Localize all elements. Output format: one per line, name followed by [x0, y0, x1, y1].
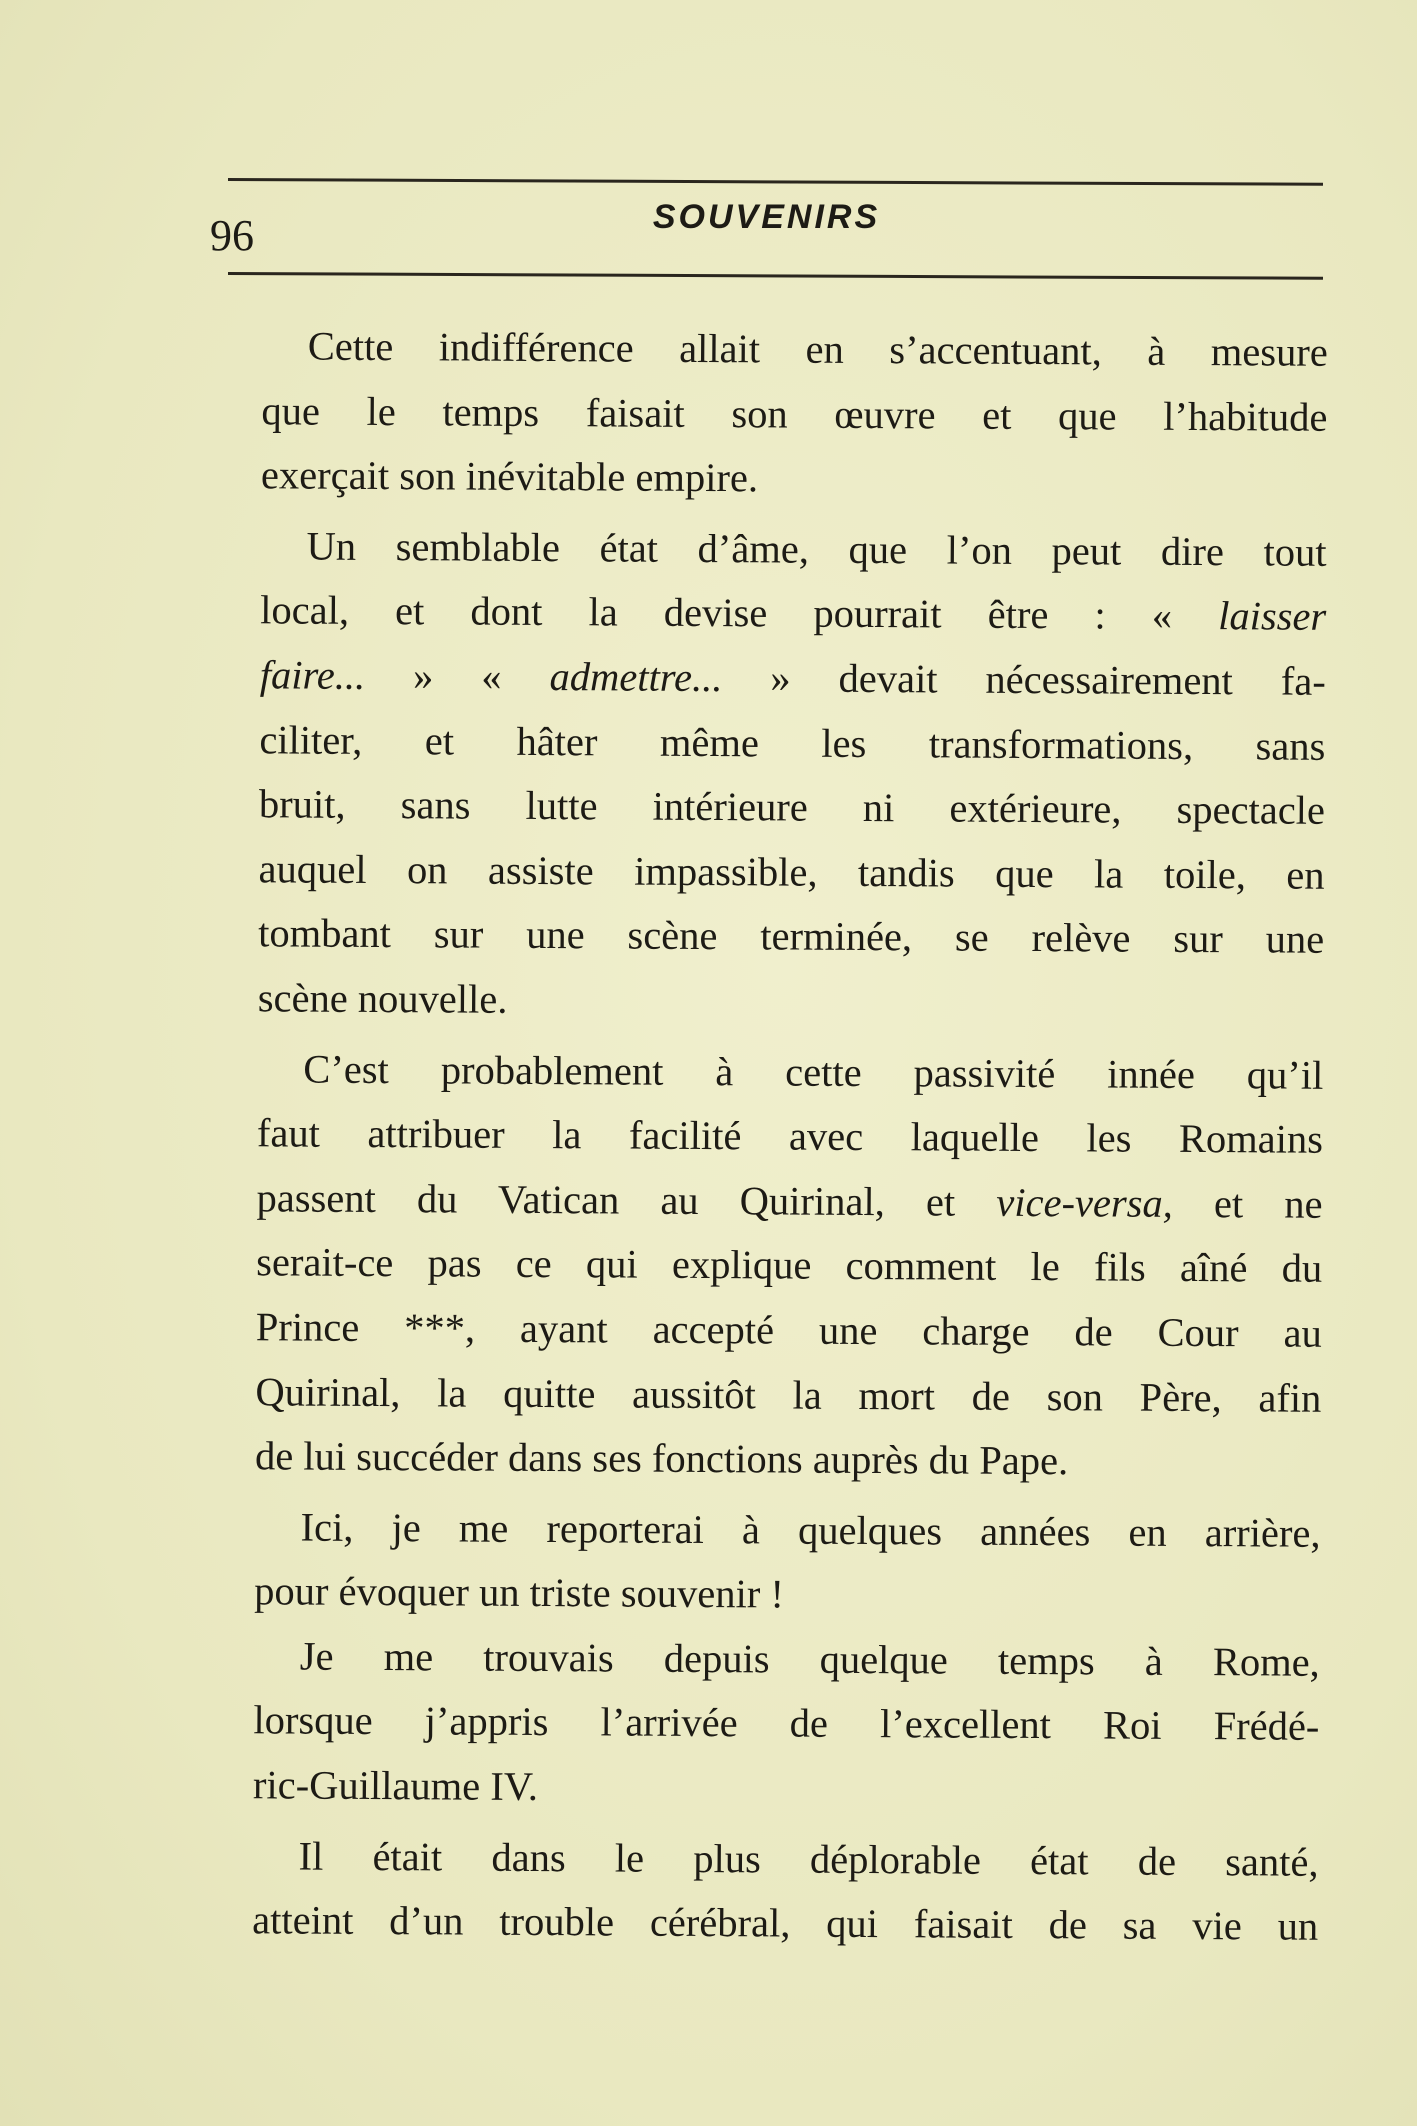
text-line-segment: » devait nécessairement fa-: [722, 655, 1326, 704]
text-line: [214, 643, 1326, 714]
text-line: tombant sur une scène terminée, se relève sur une: [258, 910, 1325, 963]
text-line: auquel on assiste impassible, tandis que la toile, en: [258, 846, 1325, 898]
text-line: de lui succéder dans ses fonctions auprès du Pape.: [254, 1433, 1069, 1484]
paragraph-4: [208, 1495, 1321, 1631]
body-text: [206, 314, 1328, 1960]
text-line: Un semblable état d’âme, que l’on peut dire tout: [306, 523, 1327, 575]
text-line: serait-ce pas ce qui explique comment le fils aîné du: [256, 1239, 1323, 1292]
running-title: SOUVENIRS: [652, 198, 881, 236]
paragraph-6: [206, 1824, 1319, 1960]
text-line: ciliter, et hâter même les transformations, sans: [259, 716, 1326, 769]
paragraph-1: [215, 314, 1328, 515]
italic-phrase: vice-versa,: [996, 1179, 1174, 1226]
italic-phrase: faire...: [259, 652, 366, 698]
page-number: 96: [210, 211, 254, 260]
italic-phrase: admettre...: [549, 654, 723, 701]
text-line: Je me trouvais depuis quelque temps à Rome,: [299, 1633, 1320, 1685]
text-line: que le temps faisait son œuvre et que l’habitude: [261, 387, 1328, 440]
text-line: Cette indifférence allait en s’accentuant, à mesure: [307, 323, 1328, 375]
running-head: [210, 196, 1323, 260]
text-line: C’est probablement à cette passivité innée qu’il: [303, 1046, 1324, 1098]
paragraph-3: [209, 1037, 1324, 1496]
paragraph-2: [212, 514, 1327, 1038]
text-line-segment: local, et dont la devise pourrait être : «: [260, 587, 1219, 639]
text-line: Ici, je me reporterai à quelques années en arrière,: [300, 1504, 1321, 1556]
text-line-segment: passent du Vatican au Quirinal, et: [256, 1174, 997, 1225]
text-line: Prince ***, ayant accepté une charge de Cour au: [255, 1304, 1322, 1356]
text-line: exerçait son inévitable empire.: [260, 452, 759, 501]
header-top-rule: [228, 178, 1323, 186]
text-line: atteint d’un trouble cérébral, qui faisait de sa vie un: [252, 1897, 1319, 1950]
text-line: [210, 1166, 1322, 1237]
text-line: pour évoquer un triste souvenir !: [254, 1568, 785, 1617]
text-line: lorsque j’appris l’arrivée de l’excellent Roi Frédé-: [253, 1697, 1320, 1750]
text-line: Il était dans le plus déplorable état de santé,: [298, 1833, 1319, 1885]
text-line-segment: et ne: [1172, 1180, 1323, 1227]
paragraph-5: [207, 1624, 1320, 1825]
text-line: bruit, sans lutte intérieure ni extérieure, spectacle: [258, 781, 1326, 833]
text-line: faut attribuer la facilité avec laquelle les Romains: [256, 1110, 1324, 1162]
text-line-segment: » «: [365, 652, 550, 700]
text-line: ric-Guillaume IV.: [252, 1762, 539, 1810]
header-bottom-rule: [228, 272, 1323, 280]
text-line: [214, 578, 1326, 649]
text-line: scène nouvelle.: [257, 975, 508, 1022]
text-line: Quirinal, la quitte aussitôt la mort de son Père, afin: [255, 1368, 1322, 1421]
italic-phrase: laisser: [1218, 593, 1327, 640]
